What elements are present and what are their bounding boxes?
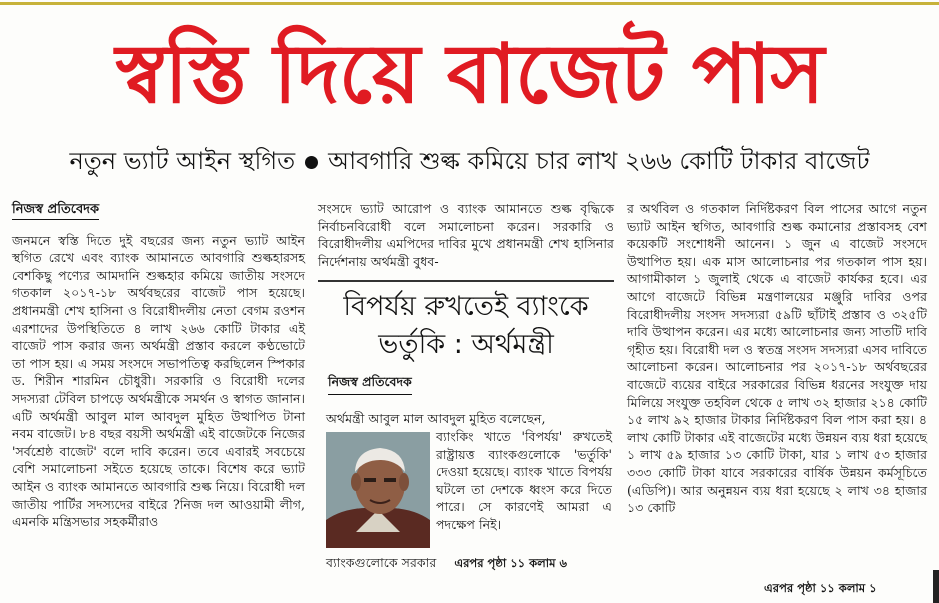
byline: নিজস্ব প্রতিবেদক (12, 201, 99, 220)
sidebar-headline (318, 288, 614, 364)
sidebar-lead: অর্থমন্ত্রী আবুল মাল আবদুল মুহিত বলেছেন, (326, 411, 546, 426)
sidebar-story (318, 280, 614, 602)
article-body-continued: সংসদে ভ্যাট আরোপ ও ব্যাংক আমানতে শুল্ক বৃদ্ধিকে নির্বাচনবিরোধী বলে সমালোচনা করেন। সরকারি ও বিরোধীদলীয় এমপিদের দাবির মুখে প্রধানমন্ত্রী শেখ হাসিনার নির্দেশনায় অর্থমন্ত্রী বুধব- (318, 201, 614, 269)
continued-link[interactable]: এরপর পৃষ্ঠা ১১ কলাম ৬ (454, 556, 567, 570)
sidebar-footer (326, 554, 612, 573)
continued-link-right[interactable]: এরপর পৃষ্ঠা ১১ কলাম ১ (764, 581, 877, 595)
article-body: জনমনে স্বস্তি দিতে দুই বছরের জন্য নতুন ভ্যাট আইন স্থগিত রেখে এবং ব্যাংক আমানতে আবগারি শুল্কহারসহ বেশকিছু পণ্যের আমদানি শুল্কহার কমিয়ে জাতীয় সংসদে গতকাল ২০১৭-১৮ অর্থবছরের বাজেট পাস হয়েছে। প্রধানমন্ত্রী শেখ হাসিনা ও বিরোধীদলীয় নেতা বেগম রওশন এরশাদের উপস্থিতিতে ৪ লাখ ২৬৬ কোটি টাকার এই বাজেট পাস করার জন্য অর্থমন্ত্রী প্রস্তাব করলে কণ্ঠভোটে তা পাস হয়। এ সময় সংসদে সভাপতিত্ব করছিলেন স্পিকার ড. শিরীন শারমিন চৌধুরী। সরকারি ও বিরোধী দলের সদস্যরা টেবিল চাপড়ে অর্থমন্ত্রীকে সমর্থন ও স্বাগত জানান। এটি অর্থমন্ত্রী আবুল মাল আবদুল মুহিত উত্থাপিত টানা নবম বাজেট। ৮৪ বছর বয়সী অর্থমন্ত্রী এই বাজেটকে নিজের 'সর্বশ্রেষ্ঠ বাজেট' বলে দাবি করেন। তবে এবারই সবচেয়ে বেশি সমালোচনা সইতে হয়েছে তাকে। বিশেষ করে ভ্যাট আইন ও ব্যাংক আমানতে আবগারি শুল্ক নিয়ে। বিরোধী দল জাতীয় পার্টির সদস্যদের বাইরে ?নিজ দল আওয়ামী লীগ, এমনকি মন্ত্রিসভার সহকর্মীরাও (12, 232, 305, 530)
finance-minister-photo (326, 432, 430, 548)
article-column-2 (318, 200, 614, 270)
page-edge (933, 570, 939, 603)
subheadline (0, 143, 939, 179)
top-rule (0, 2, 939, 5)
bullet-icon (305, 156, 318, 169)
sidebar-body: ব্যাংকিং খাতে 'বিপর্যয়' রুখতেই রাষ্ট্রায়ত্ত ব্যাংকগুলোকে 'ভর্তুকি' দেওয়া হয়েছে। ব্যাংক খাতে বিপর্যয় ঘটলে তা দেশকে ধ্বংস করে দিতে পারে। সে কারণেই আমরা এ পদক্ষেপ নিই। (436, 429, 612, 532)
page-headline: স্বস্তি দিয়ে বাজেট পাস (115, 27, 824, 122)
sidebar-headline-line-1: বিপর্যয় রুখতেই ব্যাংকে (343, 291, 589, 322)
sidebar-footer-text: ব্যাংকগুলোকে সরকার (326, 555, 437, 570)
sidebar-headline-line-2: ভর্তুকি : অর্থমন্ত্রী (378, 329, 554, 360)
subhead-left: নতুন ভ্যাট আইন স্থগিত (69, 147, 296, 175)
article-column-1 (12, 200, 305, 531)
article-column-3 (627, 200, 927, 517)
sidebar-byline: নিজস্ব প্রতিবেদক (328, 374, 412, 395)
article-body-right: র অর্থবিল ও গতকাল নির্দিষ্টকরণ বিল পাসের আগে নতুন ভ্যাট আইন স্থগিত, আবগারি শুল্ক কমানোর প্রস্তাবসহ বেশ কয়েকটি সংশোধনী আনেন। ১ জুন এ বাজেট সংসদে উত্থাপিত হয়। এক মাস আলোচনার পর গতকাল পাস হয়। আগামীকাল ১ জুলাই থেকে এ বাজেট কার্যকর হবে। এর আগে বাজেটে বিভিন্ন মন্ত্রণালয়ের মঞ্জুরি দাবির ওপর বিরোধীদলীয় সংসদ সদস্যরা ৫৯টি ছাঁটাই প্রস্তাব ও ৩২৫টি দাবি উত্থাপন করেন। এর মধ্যে আলোচনার জন্য সাতটি দাবি গৃহীত হয়। বিরোধী দল ও স্বতন্ত্র সংসদ সদস্যরা এসব দাবিতে আলোচনা করেন। আলোচনার পর ২০১৭-১৮ অর্থবছরের বাজেটে ব্যয়ের বাইরে সরকারের বিভিন্ন ধরনের সংযুক্ত দায় মিলিয়ে সংযুক্ত তহবিল থেকে ৫ লাখ ৩২ হাজার ২১৪ কোটি ১৫ লাখ ৯২ হাজার টাকার নির্দিষ্টকরণ বিল পাস করা হয়। ৪ লাখ কোটি টাকার এই বাজেটের মধ্যে উন্নয়ন ব্যয় ধরা হয়েছে ১ লাখ ৫৯ হাজার ১৩ কোটি টাকা, যার ১ লাখ ৫৩ হাজার ৩৩৩ কোটি টাকা যাবে সরকারের বার্ষিক উন্নয়ন কর্মসূচিতে (এডিপি)। আর অনুন্নয়ন ব্যয় ধরা হয়েছে ২ লাখ ৩৪ হাজার ১৩ কোটি (627, 201, 927, 516)
subhead-right: আবগারি শুল্ক কমিয়ে চার লাখ ২৬৬ কোটি টাকার বাজেট (328, 147, 870, 175)
